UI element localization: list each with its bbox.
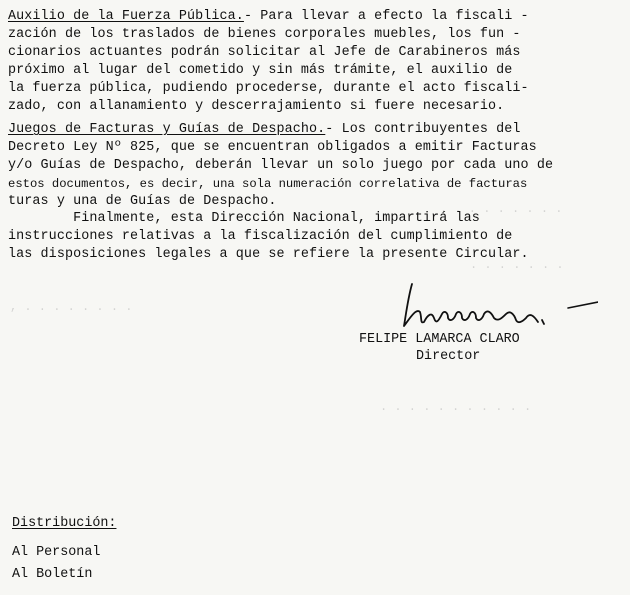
paragraph-2-heading: Juegos de Facturas y Guías de Despacho. [8,122,326,137]
paragraph-1-line-5: la fuerza pública, pudiendo procederse, durante el acto fiscali- [8,81,529,96]
distribution-heading: Distribución: [12,516,117,531]
paragraph-1-line-2: zación de los traslados de bienes corporales muebles, los fun - [8,27,521,42]
paragraph-2-line-4: estos documentos, es decir, una sola numeración correlativa de facturas [8,177,528,191]
paragraph-3-line-1: Finalmente, esta Dirección Nacional, impartirá las [8,211,480,226]
bleed-through-mark: . . . . . . . . . [440,202,563,216]
signatory-name: FELIPE LAMARCA CLARO [359,332,520,347]
bleed-through-mark: . . . . . . . . . . . [380,400,532,414]
paragraph-1-line-4: próximo al lugar del cometido y sin más trámite, el auxilio de [8,63,513,78]
paragraph-3-line-2: instrucciones relativas a la fiscalización del cumplimiento de [8,229,513,244]
bleed-through-mark: , . . . . . . . . [10,300,133,314]
paragraph-2-line-2: Decreto Ley Nº 825, que se encuentran obligados a emitir Facturas [8,140,537,155]
signatory-title: Director [416,349,481,364]
paragraph-1-heading: Auxilio de la Fuerza Pública. [8,9,244,24]
handwritten-signature [398,278,598,338]
paragraph-3-line-3: las disposiciones legales a que se refiere la presente Circular. [8,247,529,262]
paragraph-2-line-1: Juegos de Facturas y Guías de Despacho.- Los contribuyentes del [8,122,521,137]
paragraph-2-line-5: turas y una de Guías de Despacho. [8,194,277,209]
paragraph-1-line-1: Auxilio de la Fuerza Pública.- Para llevar a efecto la fiscali - [8,9,529,24]
bleed-through-mark: . . . . . . . [470,258,564,272]
paragraph-2-line-3: y/o Guías de Despacho, deberán llevar un solo juego por cada uno de [8,158,554,173]
paragraph-1-line-6: zado, con allanamiento y descerrajamiento si fuere necesario. [8,99,505,114]
distribution-item: Al Boletín [12,567,93,582]
paragraph-1-line-3: cionarios actuantes podrán solicitar al Jefe de Carabineros más [8,45,521,60]
distribution-item: Al Personal [12,545,101,560]
